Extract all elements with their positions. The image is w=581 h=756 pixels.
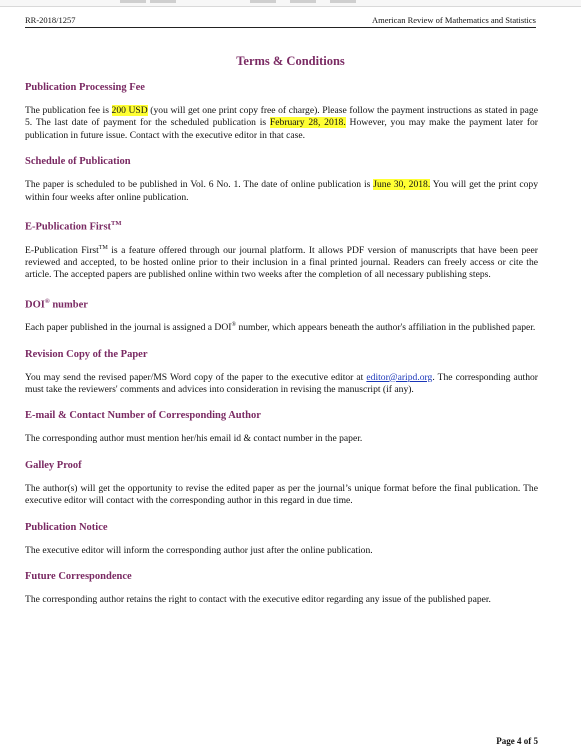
section-heading: Publication Notice — [25, 521, 108, 533]
heading-text: DOI — [25, 299, 45, 311]
registered-mark: ® — [231, 322, 237, 329]
journal-name: American Review of Mathematics and Statistics — [371, 15, 536, 25]
page-number: Page 4 of 5 — [496, 736, 538, 746]
running-header — [25, 13, 536, 28]
highlighted-publication-date: June 30, 2018. — [373, 179, 431, 191]
section-heading: Publication Processing Fee — [25, 82, 145, 93]
section-body: The corresponding author retains the right to contact with the executive editor regarding any issue of the published paper. — [25, 594, 491, 606]
section-schedule — [25, 154, 538, 204]
section-heading — [25, 294, 538, 314]
section-revision-copy — [25, 347, 538, 397]
section-e-publication-first — [25, 216, 538, 282]
section-contact — [25, 408, 538, 445]
text-run: However, you may make the payment later for publication in future issue. Contact with the executive editor in that case. — [25, 117, 539, 141]
toolbar-mark — [120, 0, 146, 3]
page-title: Terms & Conditions — [236, 54, 345, 68]
section-body: The executive editor will inform the corresponding author just after the online publication. — [25, 544, 373, 556]
section-future-correspondence — [25, 569, 538, 606]
toolbar-mark — [290, 0, 316, 3]
section-heading — [25, 216, 538, 236]
section-heading: Galley Proof — [25, 459, 82, 471]
toolbar-mark — [250, 0, 276, 3]
text-run: The paper is scheduled to be published in Vol. 6 No. 1. The date of online publication is — [25, 179, 374, 191]
section-body: The corresponding author must mention her/his email id & contact number in the paper. — [25, 433, 363, 445]
section-heading: Revision Copy of the Paper — [25, 348, 148, 360]
section-body — [25, 322, 538, 334]
highlighted-fee-amount: 200 USD — [111, 105, 148, 116]
manuscript-id: RR-2018/1257 — [25, 15, 76, 25]
section-publication-notice — [25, 520, 538, 557]
trademark-mark: TM — [111, 220, 122, 228]
toolbar-mark — [330, 0, 356, 3]
highlighted-payment-deadline: February 28, 2018. — [269, 117, 346, 129]
section-body — [25, 105, 538, 142]
section-galley-proof — [25, 458, 538, 508]
section-body: The author(s) will get the opportunity to revise the edited paper as per the journal’s unique format before the final publication. The executive editor will contact with the corresponding author in this regard in due time. — [25, 482, 538, 507]
trademark-mark: TM — [98, 244, 108, 251]
section-doi — [25, 294, 538, 335]
text-run: You may send the revised paper/MS Word copy of the paper to the executive editor at — [25, 371, 367, 383]
heading-text: E-Publication First — [25, 221, 112, 233]
section-heading: E-mail & Contact Number of Corresponding Author — [25, 410, 261, 422]
text-run: E-Publication First — [25, 244, 99, 256]
terms-content — [25, 80, 538, 619]
viewer-toolbar-strip — [0, 0, 581, 7]
section-publication-fee — [25, 80, 538, 142]
registered-mark: ® — [44, 297, 50, 305]
text-run: (you will get one print copy free of charge). Please follow the payment instructions as stated in page 5. The last date of payment for the scheduled publication is — [25, 105, 538, 129]
section-body — [25, 179, 538, 204]
section-heading: Schedule of Publication — [25, 156, 131, 168]
section-body — [25, 245, 538, 282]
section-body — [25, 372, 538, 397]
text-run: The publication fee is — [25, 105, 112, 116]
toolbar-mark — [150, 0, 176, 3]
text-run: You will get the print copy within four weeks after online publication. — [25, 179, 539, 203]
section-heading: Future Correspondence — [25, 571, 132, 583]
editor-email-link[interactable]: editor@aripd.org — [366, 371, 433, 383]
text-run: number, which appears beneath the author's affiliation in the published paper. — [236, 322, 536, 334]
text-run: . The corresponding author must take the reviewers' comments and advices into consideration in revising the manuscript (if any). — [25, 371, 538, 396]
text-run: is a feature offered through our journal platform. It allows PDF version of manuscripts that have been peer reviewed and accepted, to be hosted online prior to their inclusion in a final printed journal. Readers can freely access or cite the article. The accepted papers are published online within two weeks after the completion of all necessary publishing steps. — [25, 244, 539, 281]
heading-text: number — [49, 299, 88, 311]
text-run: Each paper published in the journal is assigned a DOI — [25, 322, 232, 334]
